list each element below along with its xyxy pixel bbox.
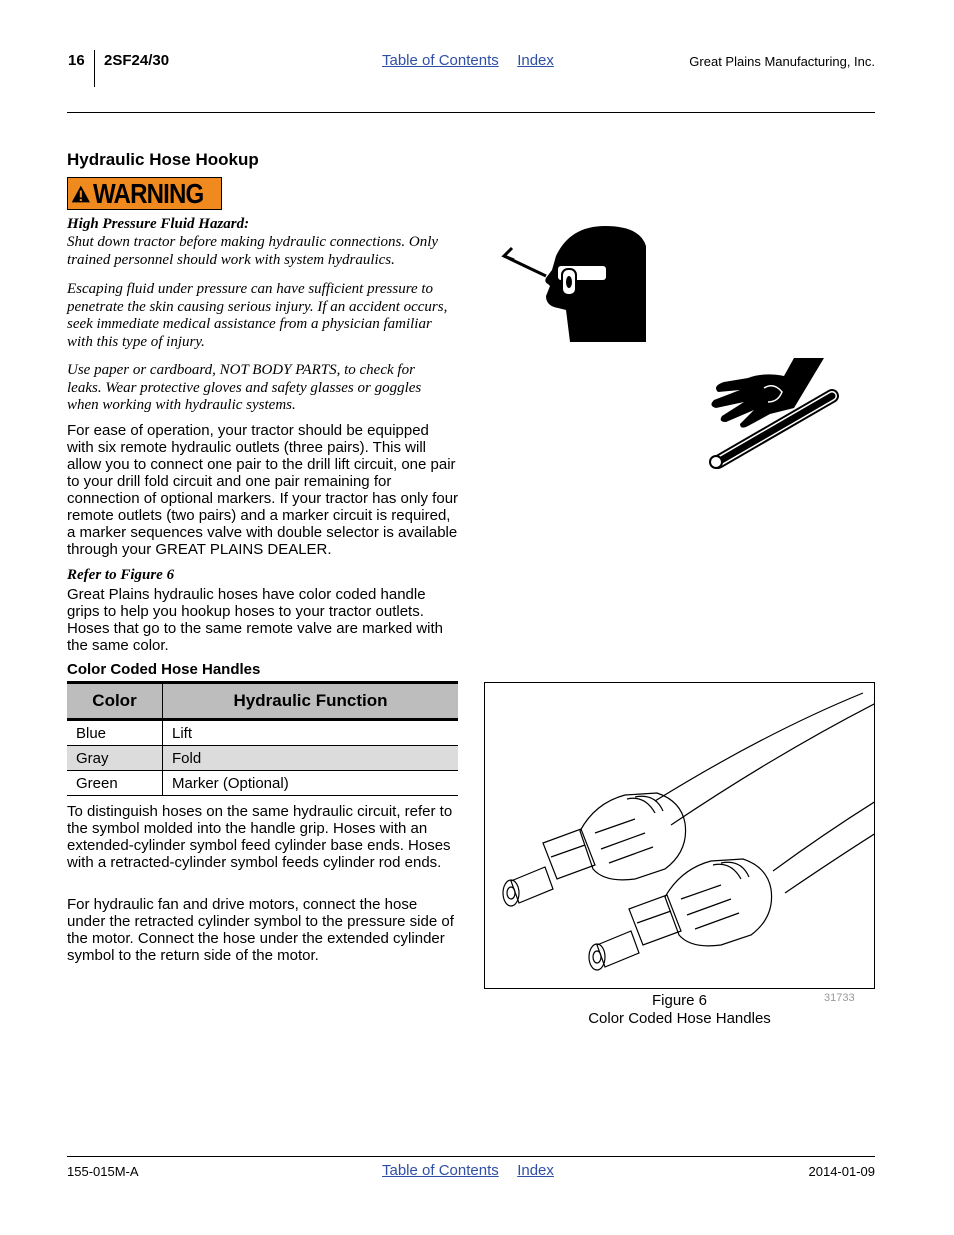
body-paragraph-4: For hydraulic fan and drive motors, connect the hose under the retracted cylinder symbol to the pressure side of the motor. Connect the hose under the extended cylinder symbol to the return side of the motor. xyxy=(67,896,454,964)
hose-color-table xyxy=(67,681,458,796)
warning-label: WARNING xyxy=(92,177,204,209)
hazard-title: High Pressure Fluid Hazard: xyxy=(67,216,250,232)
figure-code: 31733 xyxy=(824,992,855,1004)
document-code: 155-015M-A xyxy=(67,1164,139,1179)
table-title: Color Coded Hose Handles xyxy=(67,661,261,678)
refer-figure: Refer to Figure 6 xyxy=(67,567,175,583)
body-paragraph-3: To distinguish hoses on the same hydraulic circuit, refer to the symbol molded into the handle grip. Hoses with an extended-cylinder symbol feed cylinder base ends. Hoses with a retracted-cylinder symbol feeds cylinder rod ends. xyxy=(67,803,453,871)
warning-triangle-icon xyxy=(71,180,91,208)
body-paragraph-2: Great Plains hydraulic hoses have color coded handle grips to help you hookup hoses to your tractor outlets. Hoses that go to the same remote valve are marked with the same color. xyxy=(67,586,444,654)
table-row xyxy=(67,720,458,746)
table-row xyxy=(67,771,458,796)
table-cell-color: Gray xyxy=(67,746,163,771)
hand-injury-icon xyxy=(704,358,840,470)
header-divider xyxy=(94,50,95,87)
table-cell-color: Green xyxy=(67,771,163,796)
table-row xyxy=(67,746,458,771)
figure-caption: Color Coded Hose Handles xyxy=(588,1010,771,1027)
footer-toc-link[interactable]: Table of Contents xyxy=(382,1162,499,1179)
figure-hose-handles xyxy=(484,682,875,989)
header-rule xyxy=(67,112,875,113)
table-cell-function: Marker (Optional) xyxy=(163,771,459,796)
toc-link[interactable]: Table of Contents xyxy=(382,52,499,69)
table-cell-function: Lift xyxy=(163,720,459,746)
footer-index-link[interactable]: Index xyxy=(517,1162,554,1179)
hose-handles-illustration xyxy=(485,683,875,989)
warning-paragraph-3: Use paper or cardboard, NOT BODY PARTS, to check for leaks. Wear protective gloves and safety glasses or goggles when working with hydraulic systems. xyxy=(67,362,422,413)
section-title: Hydraulic Hose Hookup xyxy=(67,150,259,169)
table-header-function: Hydraulic Function xyxy=(163,683,459,720)
document-date: 2014-01-09 xyxy=(808,1164,875,1179)
footer-nav xyxy=(382,1162,568,1180)
table-cell-function: Fold xyxy=(163,746,459,771)
warning-badge xyxy=(67,177,222,210)
company-name: Great Plains Manufacturing, Inc. xyxy=(689,54,875,69)
warning-paragraph-2: Escaping fluid under pressure can have sufficient pressure to penetrate the skin causing serious injury. If an accident occurs, seek immediate medical assistance from a physician familiar with this type of injury. xyxy=(67,281,448,350)
index-link[interactable]: Index xyxy=(517,52,554,69)
body-paragraph-1: For ease of operation, your tractor should be equipped with six remote hydraulic outlets (three pairs). This will allow you to connect one pair to the drill lift circuit, one pair to your drill fold circuit and one pair remaining for connection of optional markers. If your tractor has only four remote outlets (two pairs) and a marker circuit is required, a marker sequences valve with double selector is available through your GREAT PLAINS DEALER. xyxy=(67,422,459,558)
model-name: 2SF24/30 xyxy=(104,52,170,69)
table-cell-color: Blue xyxy=(67,720,163,746)
table-header-color: Color xyxy=(67,683,163,720)
warning-paragraph-1: Shut down tractor before making hydraulic connections. Only trained personnel should work with system hydraulics. xyxy=(67,234,439,268)
footer-rule xyxy=(67,1156,875,1157)
page-number: 16 xyxy=(68,52,85,69)
header-nav xyxy=(382,52,568,70)
safety-glasses-icon xyxy=(500,226,646,342)
figure-number: Figure 6 xyxy=(651,992,708,1009)
